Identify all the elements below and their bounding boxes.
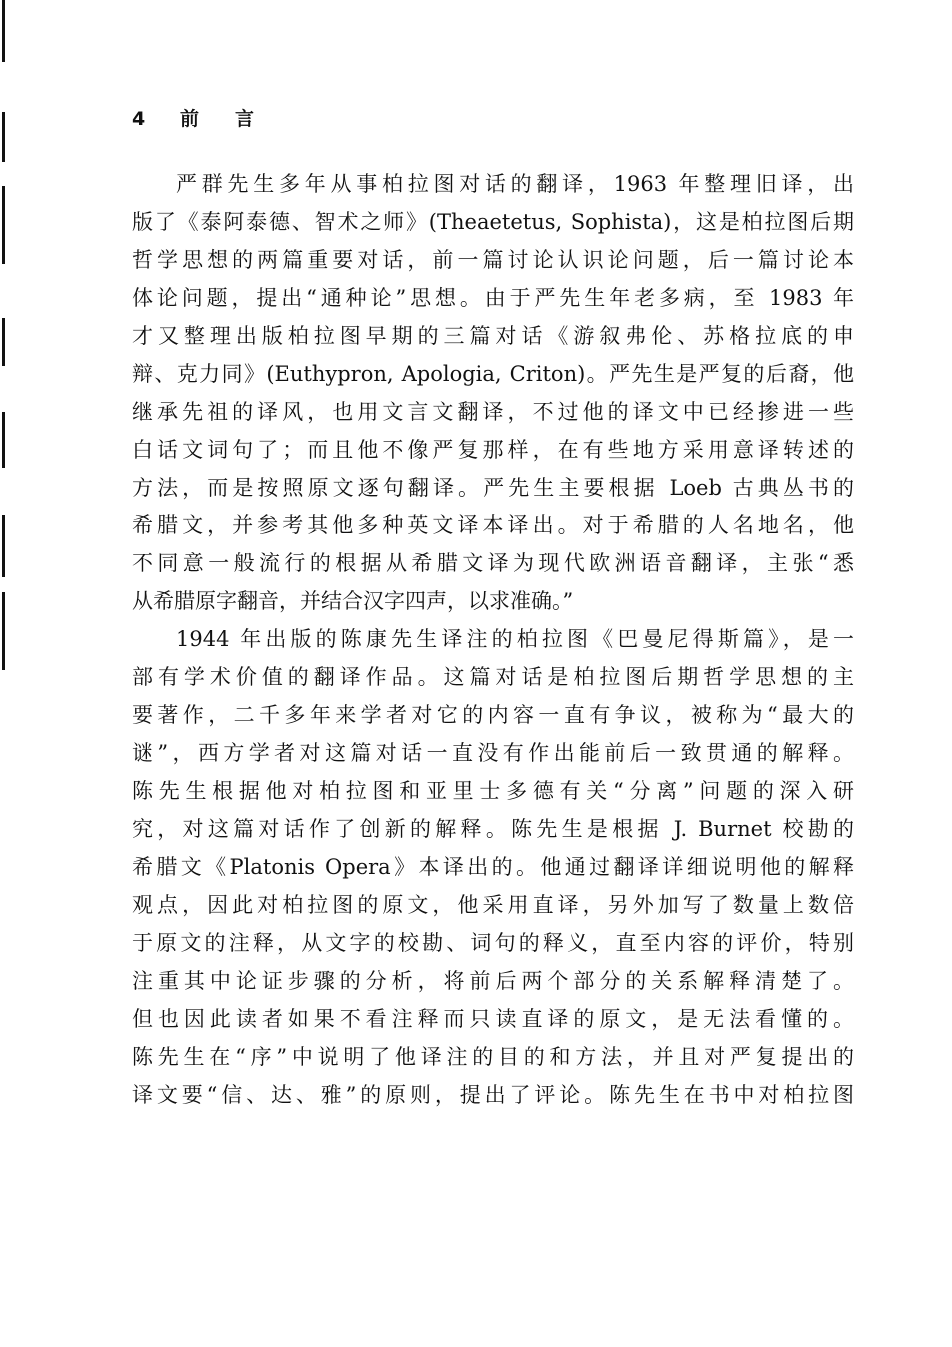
scan-edge-mark — [2, 0, 5, 62]
text-line: 才又整理出版柏拉图早期的三篇对话《游叙弗伦、苏格拉底的申 — [132, 323, 854, 348]
running-title: 前言 — [180, 108, 291, 130]
scan-edge-mark — [2, 515, 5, 577]
scan-edge-mark — [2, 318, 5, 366]
text-line: 继承先祖的译风，也用文言文翻译，不过他的译文中已经掺进一些 — [132, 399, 854, 424]
running-header — [132, 104, 290, 134]
page-number: 4 — [132, 108, 146, 130]
text-line: 谜”，西方学者对这篇对话一直没有作出能前后一致贯通的解释。 — [132, 741, 854, 766]
text-line: 体论问题，提出“通种论”思想。由于严先生年老多病，至 1983 年 — [132, 285, 854, 310]
text-line: 辩、克力同》(Euthypron, Apologia, Criton)。严先生是严复的后裔，他 — [132, 361, 854, 386]
text-line: 究，对这篇对话作了创新的解释。陈先生是根据 J. Burnet 校勘的 — [132, 816, 854, 841]
text-line: 陈先生根据他对柏拉图和亚里士多德有关“分离”问题的深入研 — [132, 779, 854, 803]
scan-edge-mark — [2, 412, 5, 468]
text-line: 白话文词句了；而且他不像严复那样，在有些地方采用意译转述的 — [132, 437, 854, 462]
text-line: 希腊文《Platonis Opera》本译出的。他通过翻译详细说明他的解释 — [132, 854, 854, 879]
body-text — [132, 166, 854, 1114]
scan-edge-mark — [2, 112, 5, 162]
text-line: 方法，而是按照原文逐句翻译。严先生主要根据 Loeb 古典丛书的 — [132, 475, 854, 500]
text-line: 版了《泰阿泰德、智术之师》(Theaetetus, Sophista)，这是柏拉图后期 — [132, 209, 854, 234]
scan-edge-mark — [2, 186, 5, 264]
text-line: 不同意一般流行的根据从希腊文译为现代欧洲语音翻译，主张“悉 — [132, 551, 854, 576]
paragraph — [132, 166, 854, 621]
text-line: 希腊文，并参考其他多种英文译本译出。对于希腊的人名地名，他 — [132, 513, 854, 538]
text-line: 观点，因此对柏拉图的原文，他采用直译，另外加写了数量上数倍 — [132, 892, 854, 917]
text-line: 于原文的注释，从文字的校勘、词句的释义，直至内容的评价，特别 — [132, 930, 854, 955]
text-line: 1944 年出版的陈康先生译注的柏拉图《巴曼尼得斯篇》，是一 — [176, 627, 854, 652]
paragraph — [132, 621, 854, 1114]
scan-edge-mark — [2, 592, 5, 670]
text-line: 但也因此读者如果不看注释而只读直译的原文，是无法看懂的。 — [132, 1006, 854, 1031]
text-line: 译文要“信、达、雅”的原则，提出了评论。陈先生在书中对柏拉图 — [132, 1082, 854, 1107]
text-line: 严群先生多年从事柏拉图对话的翻译，1963 年整理旧译，出 — [176, 172, 854, 196]
text-line: 哲学思想的两篇重要对话，前一篇讨论认识论问题，后一篇讨论本 — [132, 247, 854, 272]
text-line: 从希腊原字翻音，并结合汉字四声，以求准确。” — [132, 589, 574, 614]
text-line: 部有学术价值的翻译作品。这篇对话是柏拉图后期哲学思想的主 — [132, 665, 854, 690]
text-line: 陈先生在“序”中说明了他译注的目的和方法，并且对严复提出的 — [132, 1044, 854, 1069]
text-line: 注重其中论证步骤的分析，将前后两个部分的关系解释清楚了。 — [132, 968, 854, 993]
text-line: 要著作，二千多年来学者对它的内容一直有争议，被称为“最大的 — [132, 703, 854, 728]
